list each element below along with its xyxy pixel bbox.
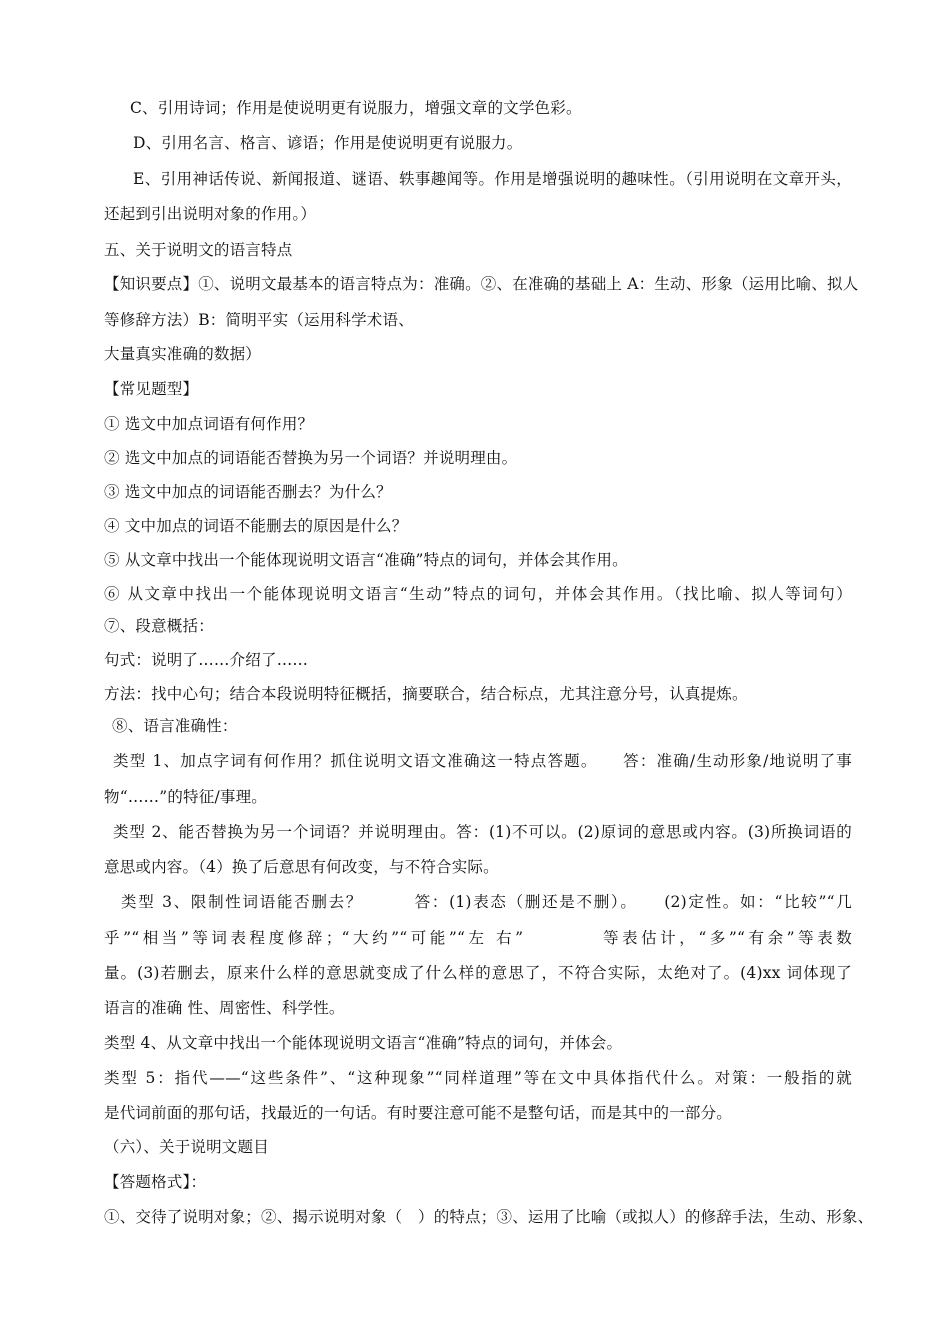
text-line: 等修辞方法）B：简明平实（运用科学术语、 (104, 311, 414, 329)
text-line: 句式：说明了……介绍了…… (104, 651, 309, 669)
text-line: 语言的准确 性、周密性、科学性。 (104, 999, 345, 1017)
subheading: 【答题格式】： (104, 1173, 207, 1191)
list-item: ⑤ 从文章中找出一个能体现说明文语言“准确”特点的词句，并体会其作用。 (104, 551, 628, 569)
text-line: 方法：找中心句；结合本段说明特征概括，摘要联合，结合标点，尤其注意分号，认真提炼。 (104, 685, 748, 703)
section-heading: （六）、关于说明文题目 (104, 1138, 269, 1156)
list-item: ⑧、语言准确性： (112, 717, 238, 735)
text-line: C、引用诗词；作用是使说明更有说服力，增强文章的文学色彩。 (130, 99, 582, 117)
text-line: 类型 4、从文章中找出一个能体现说明文语言“准确”特点的词句，并体会。 (104, 1034, 623, 1052)
section-heading: 五、关于说明文的语言特点 (104, 241, 293, 259)
subheading: 【常见题型】 (104, 380, 199, 398)
text-line: 量。(3)若删去，原来什么样的意思就变成了什么样的意思了，不符合实际，太绝对了。(4)xx 词体现了 (104, 964, 852, 982)
text-line: D、引用名言、格言、谚语；作用是使说明更有说服力。 (133, 134, 523, 152)
text-line: 类型 1、加点字词有何作用？抓住说明文语文准确这一特点答题。 答：准确/生动形象/地说明了事 (113, 752, 852, 770)
text-line: 大量真实准确的数据） (104, 345, 262, 363)
text-line: 是代词前面的那句话，找最近的一句话。有时要注意可能不是整句话，而是其中的一部分。 (104, 1104, 733, 1122)
text-line: E、引用神话传说、新闻报道、谜语、轶事趣闻等。作用是增强说明的趣味性。（引用说明在文章开头， (133, 170, 852, 188)
list-item: ⑥ 从文章中找出一个能体现说明文语言“生动”特点的词句，并体会其作用。（找比喻、拟人等词句） (104, 585, 852, 603)
list-item: ② 选文中加点的词语能否替换为另一个词语？并说明理由。 (104, 449, 518, 467)
text-line: ①、交待了说明对象；②、揭示说明对象（ ）的特点；③、运用了比喻（或拟人）的修辞手法，生动、形象、 (104, 1208, 874, 1226)
text-line: 类型 5：指代——“这些条件”、“这种现象”“同样道理”等在文中具体指代什么。对策：一般指的就 (104, 1069, 852, 1087)
list-item: ① 选文中加点词语有何作用？ (104, 415, 314, 433)
text-line: 乎”“相当”等词表程度修辞；“大约”“可能”“左 右” 等表估计，“多”“有余”等表数 (104, 929, 852, 947)
text-line: 还起到引出说明对象的作用。） (104, 205, 317, 223)
list-item: ⑦、段意概括： (104, 617, 214, 635)
text-line: 【知识要点】①、说明文最基本的语言特点为：准确。②、在准确的基础上 A：生动、形象（运用比喻、拟人 (104, 275, 859, 293)
text-line: 意思或内容。（4）换了后意思有何改变，与不符合实际。 (104, 858, 499, 876)
list-item: ④ 文中加点的词语不能删去的原因是什么？ (104, 517, 408, 535)
text-line: 类型 3、限制性词语能否删去？ 答：(1)表态（删还是不删）。 (2)定性。如：“比较”“几 (121, 893, 852, 911)
list-item: ③ 选文中加点的词语能否删去？为什么？ (104, 483, 392, 501)
text-line: 物“……”的特征/事理。 (104, 788, 267, 806)
text-line: 类型 2、能否替换为另一个词语？并说明理由。答：(1)不可以。(2)原词的意思或内容。(3)所换词语的 (113, 823, 852, 841)
